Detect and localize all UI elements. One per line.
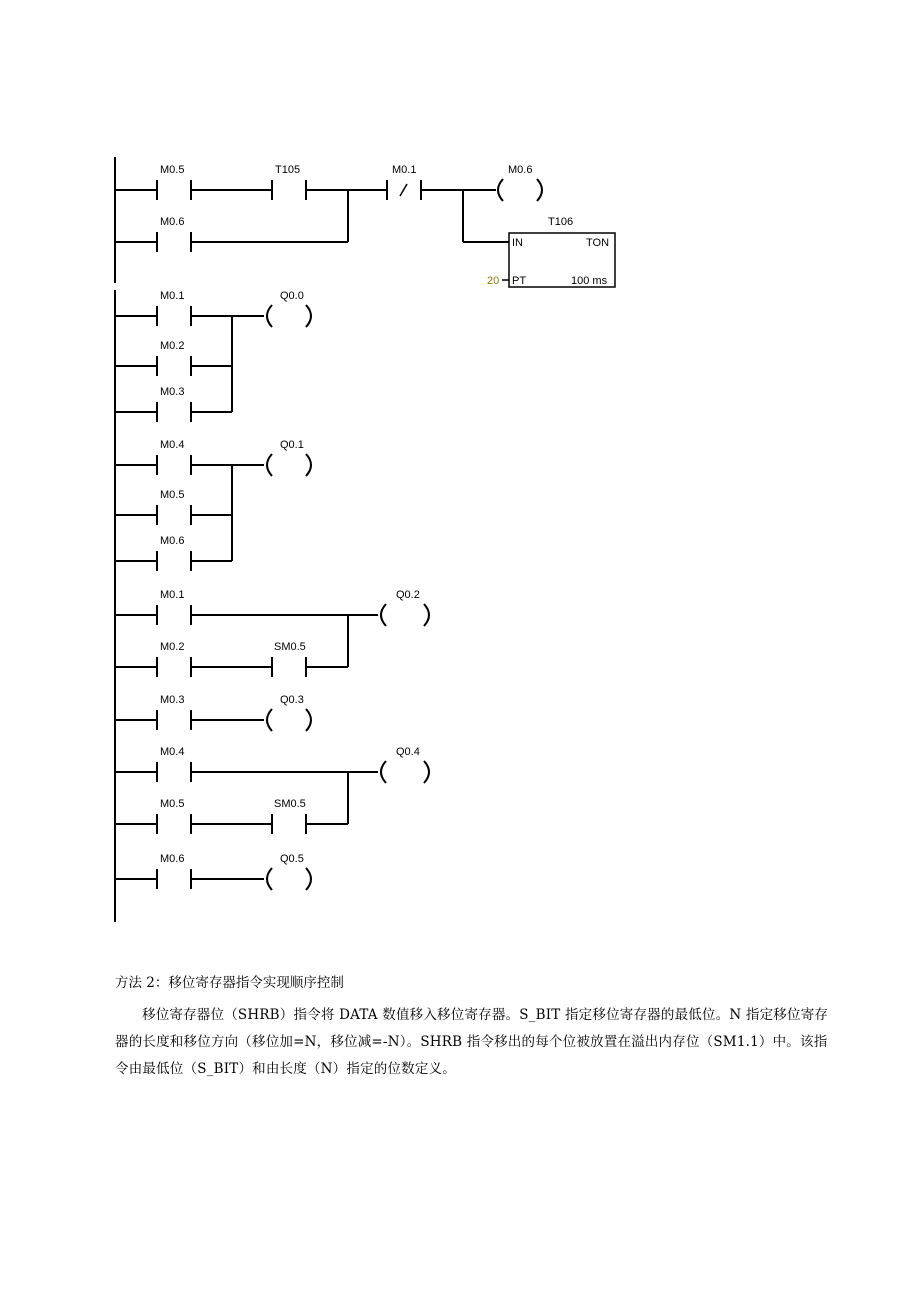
contact-label: M0.4 <box>160 439 185 451</box>
network-4 <box>115 589 429 677</box>
timer-preset-value: 20 <box>487 275 500 287</box>
coil-label: Q0.2 <box>396 589 420 601</box>
coil-label: Q0.0 <box>280 290 304 302</box>
contact-label: M0.5 <box>160 164 185 176</box>
contact-label: M0.1 <box>160 589 185 601</box>
timer-name: T106 <box>548 216 574 228</box>
contact-label: M0.3 <box>160 386 185 398</box>
contact-label: M0.3 <box>160 694 185 706</box>
section-heading: 方法 2：移位寄存器指令实现顺序控制 <box>115 975 344 991</box>
contact-label: M0.1 <box>392 164 417 176</box>
contact-label: T105 <box>275 164 301 176</box>
network-6 <box>115 746 429 834</box>
coil-label: Q0.1 <box>280 439 304 451</box>
network-3 <box>115 439 311 571</box>
contact-label: SM0.5 <box>274 641 306 653</box>
coil-label: Q0.5 <box>280 853 304 865</box>
network-5 <box>115 694 311 731</box>
contact-label: M0.5 <box>160 489 185 501</box>
coil-label: Q0.3 <box>280 694 304 706</box>
contact-label: M0.4 <box>160 746 185 758</box>
contact-label: SM0.5 <box>274 798 306 810</box>
contact-label: M0.6 <box>160 853 185 865</box>
contact-label: M0.1 <box>160 290 185 302</box>
timer-in-label: IN <box>512 237 523 249</box>
contact-label: M0.2 <box>160 641 185 653</box>
coil-label: M0.6 <box>508 164 533 176</box>
network-2 <box>115 290 311 422</box>
contact-label: M0.6 <box>160 535 185 547</box>
contact-label: M0.2 <box>160 340 185 352</box>
network-7 <box>115 853 311 890</box>
contact-label: M0.5 <box>160 798 185 810</box>
coil-label: Q0.4 <box>396 746 420 758</box>
timer-pt-label: PT <box>512 275 527 287</box>
timer-timebase: 100 ms <box>571 275 608 287</box>
body-paragraph: 移位寄存器位（SHRB）指令将 DATA 数值移入移位寄存器。S_BIT 指定移位寄存器的最低位。N 指定移位寄存器的长度和移位方向（移位加=N，移位减=-N）。SHRB 指令移出的每个位被放置在溢出内存位（SM1.1）中。该指令由最低位（S_BIT）和由长度（N）指定的位数定义。 <box>115 1007 829 1077</box>
contact-label: M0.6 <box>160 216 185 228</box>
network-1 <box>115 164 615 287</box>
timer-type: TON <box>586 237 610 249</box>
